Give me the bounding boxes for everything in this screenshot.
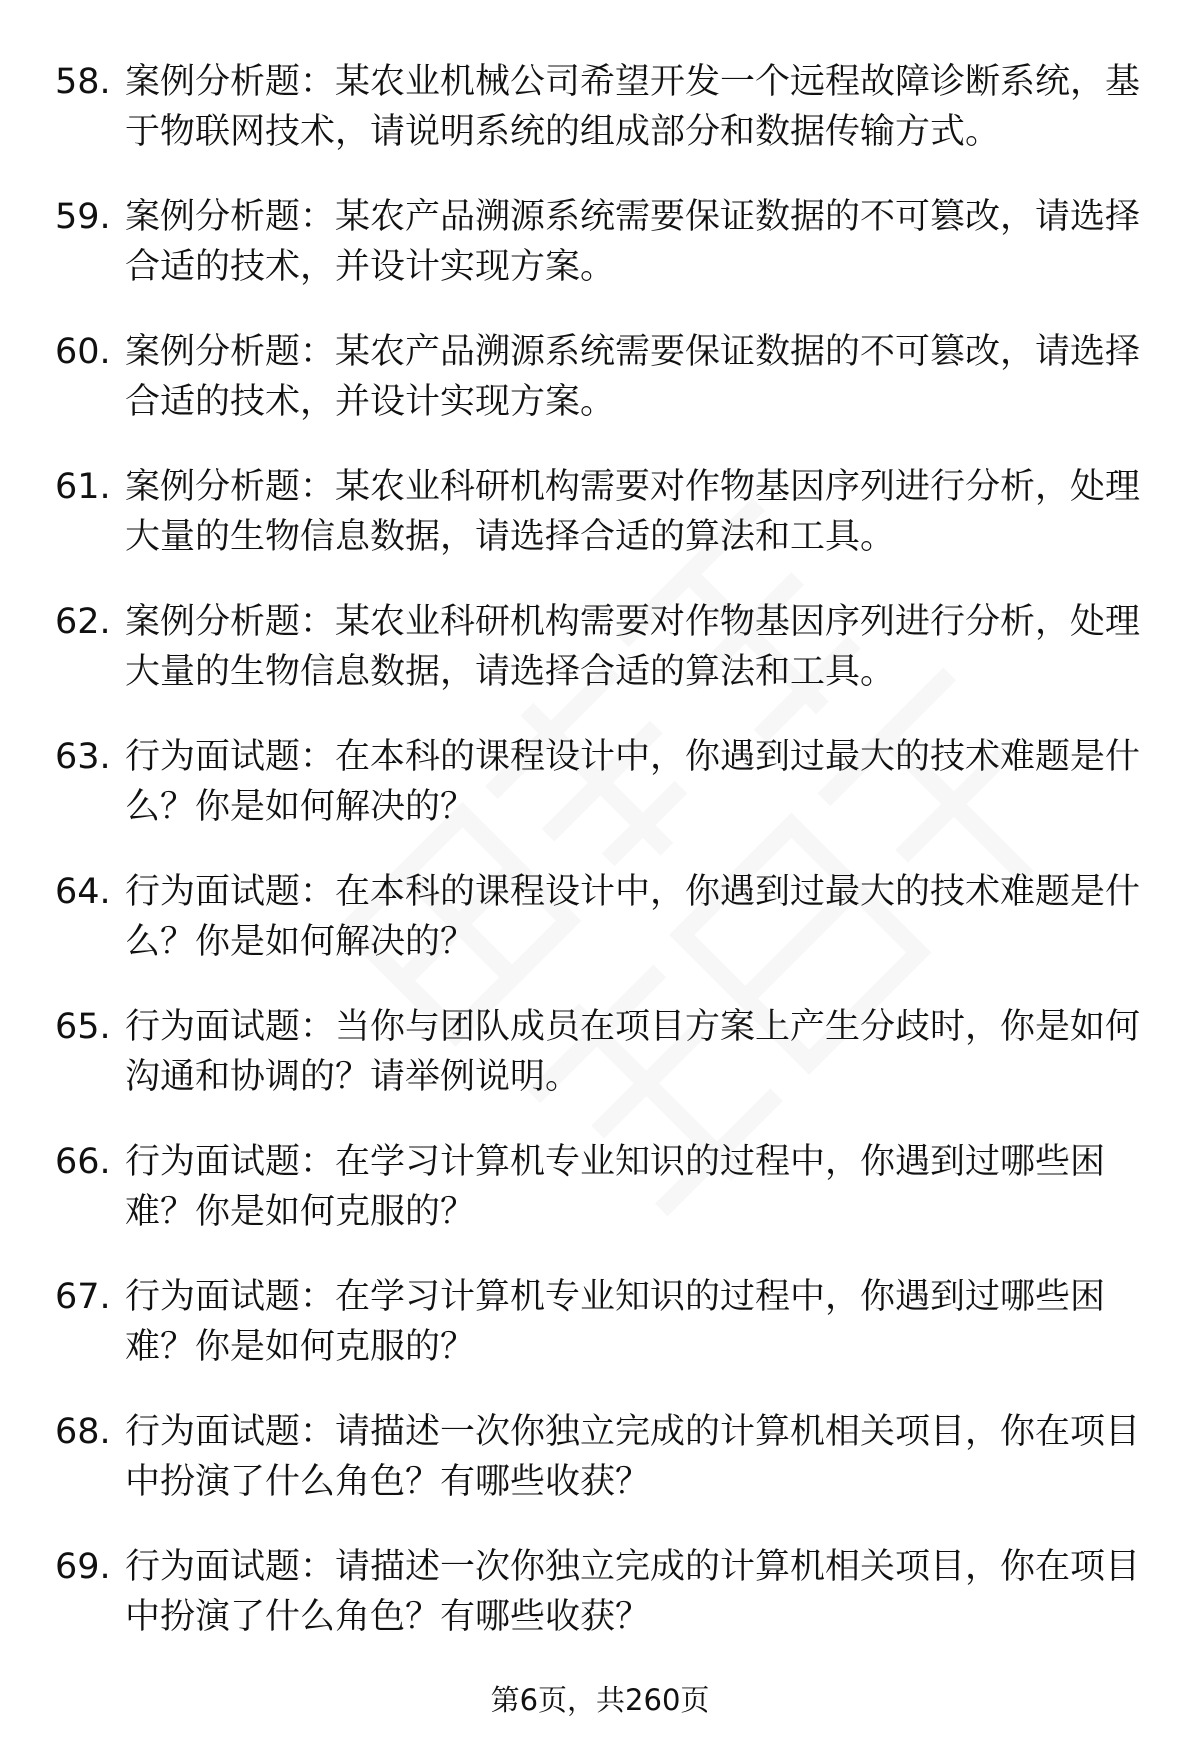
- question-number: 68.: [55, 1412, 111, 1452]
- question-item: [55, 732, 1145, 832]
- question-text: 案例分析题：某农产品溯源系统需要保证数据的不可篡改，请选择合适的技术，并设计实现方案。: [125, 332, 1141, 422]
- question-text: 行为面试题：请描述一次你独立完成的计算机相关项目，你在项目中扮演了什么角色？有哪些收获？: [125, 1547, 1141, 1637]
- page-number-label: 第6页，共260页: [490, 1683, 710, 1717]
- question-item: [55, 1137, 1145, 1237]
- question-text: 行为面试题：在学习计算机专业知识的过程中，你遇到过哪些困难？你是如何克服的？: [125, 1142, 1106, 1232]
- question-item: [55, 1002, 1145, 1102]
- question-number: 67.: [55, 1277, 111, 1317]
- question-item: [55, 1407, 1145, 1507]
- question-number: 60.: [55, 332, 111, 372]
- question-item: [55, 1542, 1145, 1642]
- question-item: [55, 462, 1145, 562]
- question-text: 案例分析题：某农业科研机构需要对作物基因序列进行分析，处理大量的生物信息数据，请选择合适的算法和工具。: [125, 602, 1141, 692]
- question-number: 65.: [55, 1007, 111, 1047]
- question-number: 61.: [55, 467, 111, 507]
- question-item: [55, 327, 1145, 427]
- question-text: 案例分析题：某农业机械公司希望开发一个远程故障诊断系统，基于物联网技术，请说明系统的组成部分和数据传输方式。: [125, 62, 1141, 152]
- question-text: 行为面试题：在本科的课程设计中，你遇到过最大的技术难题是什么？你是如何解决的？: [125, 737, 1141, 827]
- question-text: 行为面试题：请描述一次你独立完成的计算机相关项目，你在项目中扮演了什么角色？有哪些收获？: [125, 1412, 1141, 1502]
- question-number: 59.: [55, 197, 111, 237]
- question-text: 案例分析题：某农产品溯源系统需要保证数据的不可篡改，请选择合适的技术，并设计实现方案。: [125, 197, 1141, 287]
- question-list: [55, 57, 1145, 1677]
- question-item: [55, 867, 1145, 967]
- question-number: 69.: [55, 1547, 111, 1587]
- question-text: 行为面试题：在本科的课程设计中，你遇到过最大的技术难题是什么？你是如何解决的？: [125, 872, 1141, 962]
- question-text: 行为面试题：在学习计算机专业知识的过程中，你遇到过哪些困难？你是如何克服的？: [125, 1277, 1106, 1367]
- question-item: [55, 192, 1145, 292]
- question-number: 62.: [55, 602, 111, 642]
- question-item: [55, 1272, 1145, 1372]
- question-item: [55, 597, 1145, 697]
- question-item: [55, 57, 1145, 157]
- question-number: 64.: [55, 872, 111, 912]
- question-text: 案例分析题：某农业科研机构需要对作物基因序列进行分析，处理大量的生物信息数据，请选择合适的算法和工具。: [125, 467, 1141, 557]
- question-text: 行为面试题：当你与团队成员在项目方案上产生分歧时，你是如何沟通和协调的？请举例说明。: [125, 1007, 1141, 1097]
- question-number: 58.: [55, 62, 111, 102]
- question-number: 66.: [55, 1142, 111, 1182]
- question-number: 63.: [55, 737, 111, 777]
- page-footer: [0, 1680, 1200, 1720]
